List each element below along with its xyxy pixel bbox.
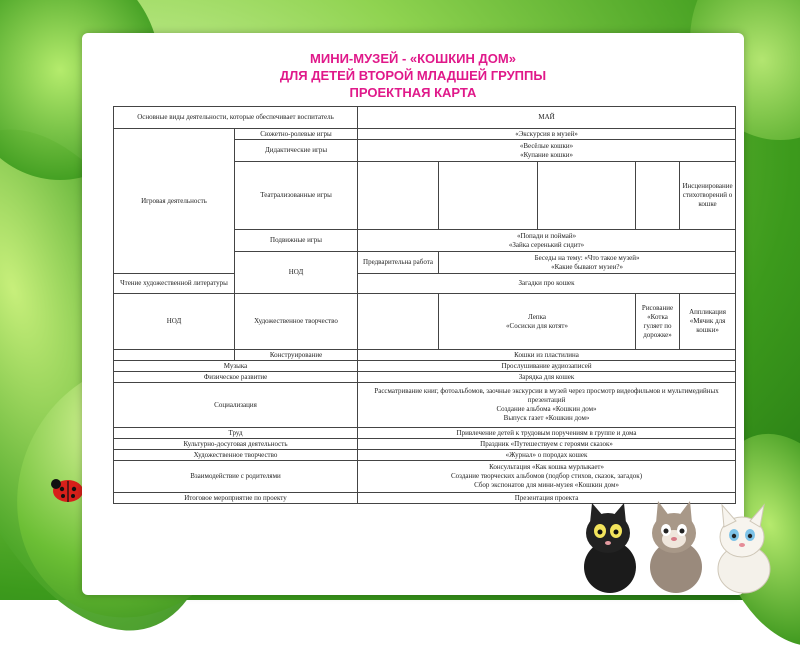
table-row — [114, 383, 736, 428]
empty-cell — [358, 162, 439, 230]
role-games-label: Сюжетно-ролевые игры — [235, 129, 358, 140]
physical-value: Зарядка для кошек — [358, 372, 736, 383]
labor-value: Привлечение детей к трудовым поручениям в группе и дома — [358, 428, 736, 439]
music-label: Музыка — [114, 361, 358, 372]
row-label-play: Игровая деятельность — [114, 129, 235, 274]
didactic-games-label: Дидактические игры — [235, 140, 358, 162]
music-value: Прослушивание аудиозаписей — [358, 361, 736, 372]
didactic-game: «Купание кошки» — [520, 150, 573, 159]
black-cat-icon — [584, 503, 636, 593]
social-item: Рассматривание книг, фотоальбомов, заочные экскурсии в музей через просмотр видеофильмов и мультимедийных презентаций — [374, 387, 719, 404]
header-month: МАЙ — [358, 107, 736, 129]
project-plan-table — [113, 106, 736, 504]
table-row — [114, 461, 736, 493]
modeling-subtitle: «Сосиски для котят» — [506, 321, 568, 330]
table-row — [114, 350, 736, 361]
mobile-game: «Попади и поймай» — [516, 231, 577, 240]
modeling-cell — [439, 294, 636, 350]
preliminary-item: Беседы на тему: «Что такое музей» — [534, 253, 640, 262]
preliminary-work-value — [439, 252, 736, 274]
table-row — [114, 372, 736, 383]
reading-label: Чтение художественной литературы — [114, 274, 235, 294]
preliminary-work-label: Предварительна работа — [358, 252, 439, 274]
parents-value — [358, 461, 736, 493]
social-item: Создание альбома «Кошкин дом» — [496, 405, 597, 413]
title-line: ПРОЕКТНАЯ КАРТА — [349, 85, 477, 100]
reading-value: Загадки про кошек — [358, 274, 736, 294]
mobile-games-label: Подвижные игры — [235, 230, 358, 252]
final-value: Презентация проекта — [358, 493, 736, 504]
leisure-label: Культурно-досуговая деятельность — [114, 439, 358, 450]
final-label: Итоговое мероприятие по проекту — [114, 493, 358, 504]
table-row — [114, 129, 736, 140]
modeling-title: Лепка — [528, 312, 546, 321]
table-row — [114, 294, 736, 350]
parents-item: Сбор экспонатов для мини-музея «Кошкин дом» — [474, 481, 619, 489]
social-item: Выпуск газет «Кошкин дом» — [503, 414, 590, 422]
empty-cell — [538, 162, 636, 230]
theatre-games-label: Театрализованные игры — [235, 162, 358, 230]
art-work-label: Художественное творчество — [114, 450, 358, 461]
social-label: Социализация — [114, 383, 358, 428]
page-title — [82, 50, 744, 101]
applique-cell: Аппликация «Мячик для кошки» — [680, 294, 736, 350]
didactic-game: «Весёлые кошки» — [519, 141, 574, 150]
table-row — [114, 428, 736, 439]
preliminary-item: «Какие бывают музеи?» — [551, 262, 623, 271]
table-row — [114, 107, 736, 129]
parents-label: Взаимодействие с родителями — [114, 461, 358, 493]
empty-cell — [114, 350, 235, 361]
ladybug-icon — [50, 475, 86, 503]
labor-label: Труд — [114, 428, 358, 439]
header-activities: Основные виды деятельности, которые обеспечивает воспитатель — [114, 107, 358, 129]
table-row — [114, 450, 736, 461]
art-creativity-label: Художественное творчество — [235, 294, 358, 350]
leisure-value: Праздник «Путешествуем с героями сказок» — [358, 439, 736, 450]
title-line: МИНИ-МУЗЕЙ - «КОШКИН ДОМ» — [310, 51, 516, 66]
art-work-value: «Журнал» о породах кошек — [358, 450, 736, 461]
row-label-nod: НОД — [114, 294, 235, 350]
white-cat-icon — [718, 505, 770, 593]
parents-item: Консультация «Как кошка мурлыкает» — [489, 463, 604, 471]
row-label-nod: НОД — [235, 252, 358, 294]
title-line: ДЛЯ ДЕТЕЙ ВТОРОЙ МЛАДШЕЙ ГРУППЫ — [279, 68, 547, 83]
social-value — [358, 383, 736, 428]
mobile-game: «Зайка серенький сидит» — [508, 240, 585, 249]
parents-item: Создание творческих альбомов (подбор стихов, сказок, загадок) — [451, 472, 643, 480]
role-games-value: «Экскурсия в музей» — [358, 129, 736, 140]
construct-label: Конструирование — [235, 350, 358, 361]
drawing-cell: Рисование «Котка гуляет по дорожке» — [636, 294, 680, 350]
mobile-games-value — [358, 230, 736, 252]
physical-label: Физическое развитие — [114, 372, 358, 383]
empty-cell — [358, 294, 439, 350]
tabby-cat-icon — [650, 501, 702, 593]
construct-value: Кошки из пластилина — [358, 350, 736, 361]
empty-cell — [439, 162, 538, 230]
table-row — [114, 274, 736, 294]
cats-illustration — [578, 495, 788, 595]
table-row — [114, 361, 736, 372]
empty-cell — [636, 162, 680, 230]
theatre-games-value: Инсценирование стихотворений о кошке — [680, 162, 736, 230]
table-row — [114, 439, 736, 450]
didactic-games-value — [358, 140, 736, 162]
